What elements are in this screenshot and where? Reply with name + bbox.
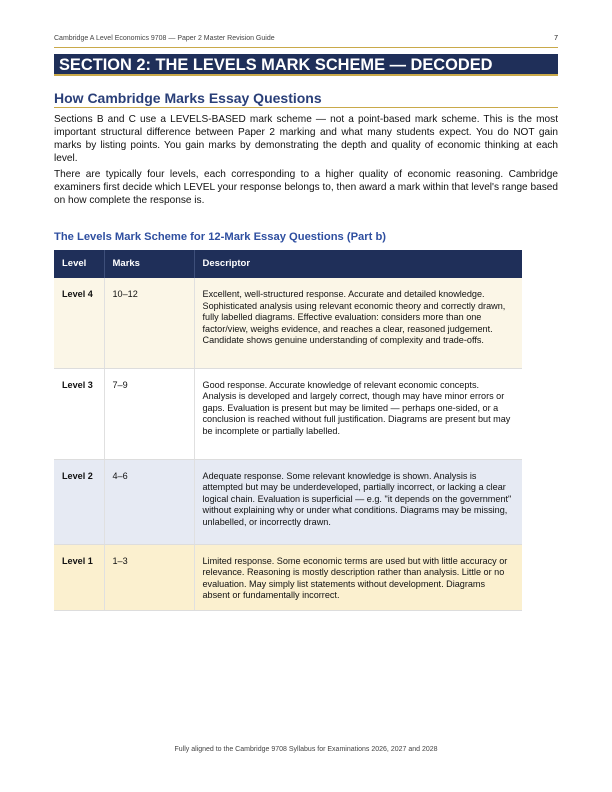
level-cell: Level 2	[54, 459, 104, 544]
table-row	[54, 459, 522, 544]
page-footer: Fully aligned to the Cambridge 9708 Syllabus for Examinations 2026, 2027 and 2028	[174, 746, 438, 753]
descriptor-cell: Limited response. Some economic terms are used but with little accuracy or relevance. Reasoning is mostly description rather than analysis. Little or no evaluation. May simply list statements without development. Diagrams absent or fundamentally incorrect.	[194, 544, 522, 610]
marks-cell: 7–9	[104, 368, 194, 459]
marks-cell: 1–3	[104, 544, 194, 610]
column-header-marks: Marks	[104, 250, 194, 278]
descriptor-cell: Excellent, well-structured response. Accurate and detailed knowledge. Sophisticated analysis using relevant economic theory and correctly drawn, fully labelled diagrams. Effective evaluation: considers more than one factor/view, weighs evidence, and reaches a clear, reasoned judgement. Candidate shows genuine understanding of complexity and trade-offs.	[194, 278, 522, 368]
descriptor-cell: Adequate response. Some relevant knowledge is shown. Analysis is attempted but may be underdeveloped, partially incorrect, or lacking a clear logical chain. Evaluation is superficial — e.g. "it depends on the government" without explaining why or under what conditions. Diagrams may be missing, unlabelled, or incorrectly drawn.	[194, 459, 522, 544]
page-header	[54, 35, 558, 48]
paragraph-levels-based: Sections B and C use a LEVELS-BASED mark scheme — not a point-based mark scheme. This is the most important structural difference between Paper 2 marking and what many students expect. You do NOT gain marks by listing points. You gain marks by demonstrating the depth and quality of economic thinking at each level.	[54, 114, 558, 164]
levels-mark-scheme-table	[54, 250, 522, 611]
section-title-banner: SECTION 2: THE LEVELS MARK SCHEME — DECODED	[54, 54, 558, 76]
table-header-row	[54, 250, 522, 278]
table-title: The Levels Mark Scheme for 12-Mark Essay Questions (Part b)	[54, 231, 387, 243]
marks-cell: 4–6	[104, 459, 194, 544]
table-row	[54, 368, 522, 459]
subheading: How Cambridge Marks Essay Questions	[54, 89, 558, 108]
table-row	[54, 278, 522, 368]
table-row	[54, 544, 522, 610]
marks-cell: 10–12	[104, 278, 194, 368]
level-cell: Level 4	[54, 278, 104, 368]
running-header-title: Cambridge A Level Economics 9708 — Paper 2 Master Revision Guide	[54, 35, 275, 42]
column-header-level: Level	[54, 250, 104, 278]
page-number: 7	[554, 35, 558, 42]
level-cell: Level 1	[54, 544, 104, 610]
column-header-descriptor: Descriptor	[194, 250, 522, 278]
level-cell: Level 3	[54, 368, 104, 459]
paragraph-four-levels: There are typically four levels, each corresponding to a higher quality of economic reasoning. Cambridge examiners first decide which LEVEL your response belongs to, then award a mark within that level's range based on how complete the response is.	[54, 169, 558, 206]
descriptor-cell: Good response. Accurate knowledge of relevant economic concepts. Analysis is developed and largely correct, though may have minor errors or gaps. Evaluation is present but may be limited — perhaps one-sided, or a conclusion is reached without full justification. Diagrams are present but may be incomplete or partially labelled.	[194, 368, 522, 459]
